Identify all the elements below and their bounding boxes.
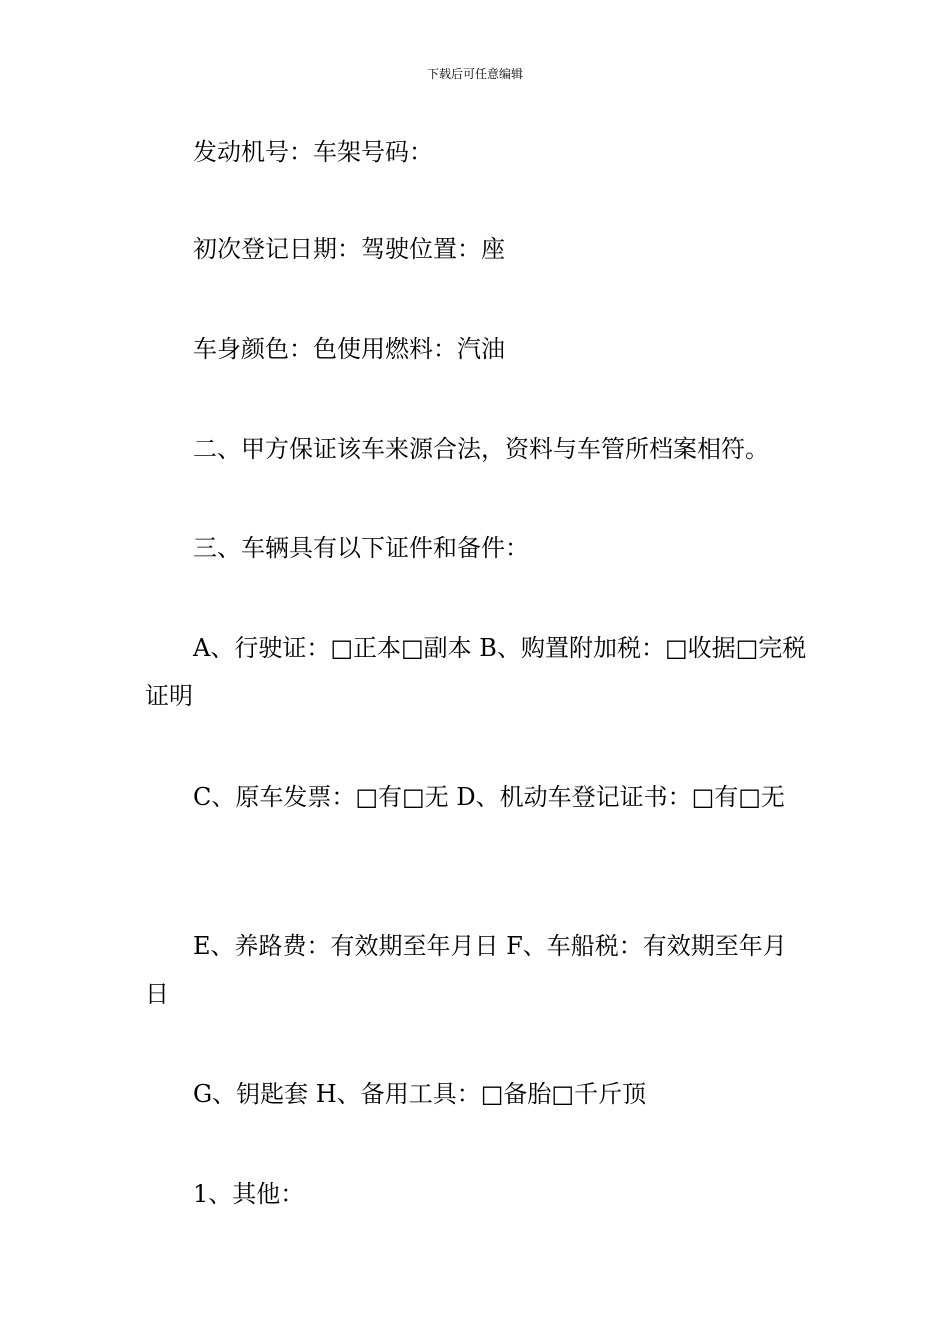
- paragraph-body-color-fuel: 车身颜色：色使用燃料：汽油: [193, 335, 505, 363]
- paragraph-item-g-h: G、钥匙套 H、备用工具：□备胎□千斤顶: [193, 1080, 647, 1108]
- paragraph-engine-frame-number: 发动机号：车架号码：: [193, 138, 433, 166]
- page-header: 下载后可任意编辑: [426, 67, 523, 81]
- paragraph-clause-two: 二、甲方保证该车来源合法，资料与车管所档案相符。: [193, 435, 769, 463]
- paragraph-other: 1、其他：: [193, 1180, 305, 1208]
- paragraph-registration-date: 初次登记日期：驾驶位置：座: [193, 235, 505, 263]
- paragraph-item-c-d: C、原车发票：□有□无 D、机动车登记证书：□有□无: [193, 783, 785, 811]
- paragraph-item-a-b: A、行驶证：□正本□副本 B、购置附加税：□收据□完税证明: [145, 634, 807, 710]
- paragraph-clause-three: 三、车辆具有以下证件和备件：: [193, 534, 529, 562]
- paragraph-item-e-f: E、养路费：有效期至年月日 F、车船税：有效期至年月日: [145, 932, 787, 1008]
